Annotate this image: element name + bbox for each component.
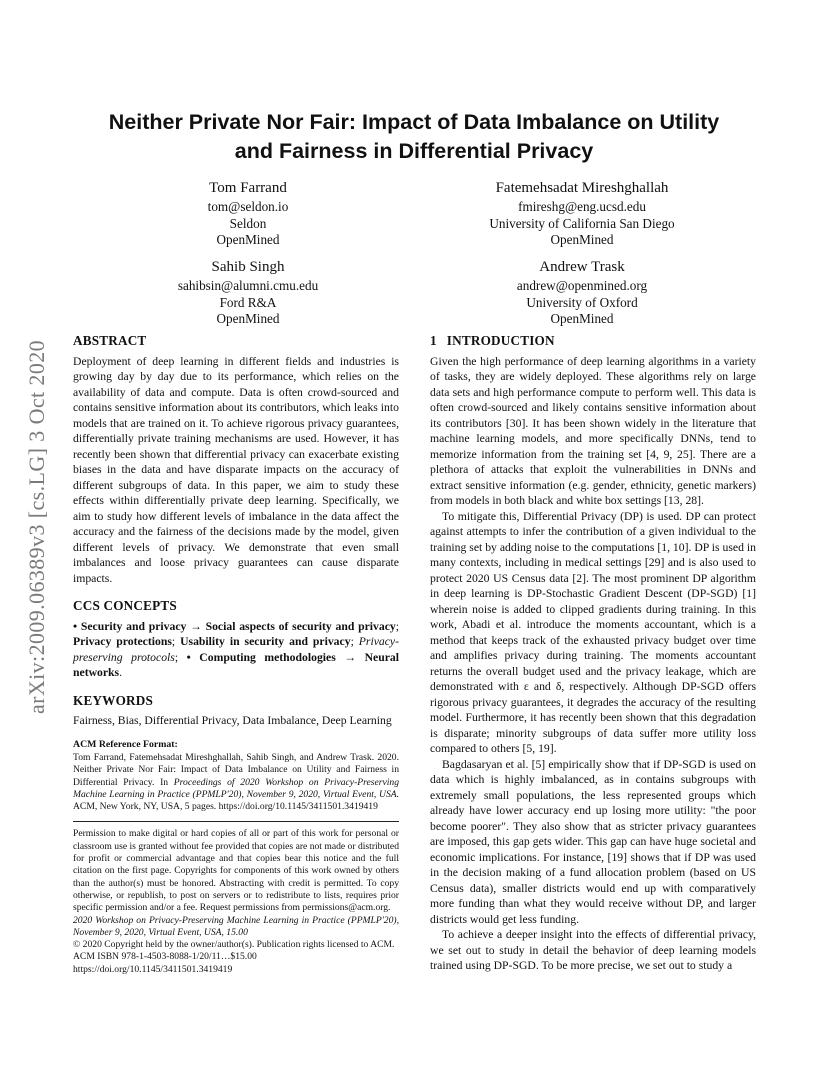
author-email[interactable]: tom@seldon.io xyxy=(207,199,289,214)
author-block-1 xyxy=(118,178,378,249)
intro-paragraph: To mitigate this, Differential Privacy (DP) is used. DP can protect against attempts to infer the contribution of a given individual to the training set by adding noise to the computations [1, 10]. DP is used in many contexts, including in medical settings [29] and is also used to protect 2020 US Census data [2]. The most prominent DP algorithm in deep learning is DP-Stochastic Gradient Descent (DP-SGD) [1] wherein noise is added to clipped gradients during training. In this work, Abadi et al. introduce the moments accountant, which is a method that keeps track of the exhausted privacy budget over time and amplifies privacy during training. The moments accountant returns the overall budget used and the privacy leakage, which are demonstrated with ε and δ, respectively. Although DP-SGD offers rigorous privacy guarantees, it degrades the accuracy of the resulting model. Furthermore, it has recently been shown that this degradation is disparate; minority subgroups of data suffer more utility loss compared to others [5, 19]. xyxy=(430,509,756,755)
author-name: Andrew Trask xyxy=(539,259,625,275)
author-affiliation: OpenMined xyxy=(216,232,280,247)
conference-venue: 2020 Workshop on Privacy-Preserving Machine Learning in Practice (PPMLP'20), November 9, 2020, Virtual Event, USA, 15.00 xyxy=(73,914,399,938)
footnote-divider xyxy=(73,821,399,822)
author-affiliation: OpenMined xyxy=(550,232,614,247)
isbn: ACM ISBN 978-1-4503-8088-1/20/11…$15.00 xyxy=(73,951,257,963)
author-block-3 xyxy=(118,257,378,328)
copyright-notice: © 2020 Copyright held by the owner/author(s). Publication rights licensed to ACM. xyxy=(73,939,395,951)
author-affiliation: Ford R&A xyxy=(219,294,277,310)
acm-reference-text: Tom Farrand, Fatemehsadat Mireshghallah, Sahib Singh, and Andrew Trask. 2020. Neither Private Nor Fair: Impact of Data Imbalance on Utility and Fairness in Differential Privacy. In Proceedings of 2020 Workshop on Privacy-Preserving Machine Learning in Practice (PPMLP'20), November 9, 2020, Virtual Event, USA. ACM, New York, NY, USA, 5 pages. https://doi.org/10.1145/3411501.3419419 xyxy=(73,752,399,813)
ccs-concept: Usability in security and privacy xyxy=(180,635,351,648)
abstract-text: Deployment of deep learning in different fields and industries is growing day by day due to its performance, which relies on the availability of data and compute. Data is often crowd-sourced and contains sensitive information about its contributors, which leaks into models that are trained on it. To achieve rigorous privacy guarantees, differentially private training mechanisms are used. However, it has recently been shown that differential privacy can exacerbate existing biases in the data and have disparate impacts on the accuracy of different subgroups of data. In this paper, we aim to study these effects within differentially private deep learning. Specifically, we aim to study how different levels of imbalance in the data affect the accuracy and the fairness of the decisions made by the model, given different levels of privacy. We demonstrate that even small imbalances and loose privacy guarantees can cause disparate impacts. xyxy=(73,354,399,585)
title-line-2: and Fairness in Differential Privacy xyxy=(234,139,594,163)
author-affiliation: University of Oxford xyxy=(526,294,638,310)
ccs-concept: • Security and privacy → Social aspects of security and privacy xyxy=(73,619,396,633)
author-affiliation: University of California San Diego xyxy=(489,215,675,231)
author-email[interactable]: fmireshg@eng.ucsd.edu xyxy=(518,199,646,214)
author-affiliation: OpenMined xyxy=(550,311,614,326)
title-line-1: Neither Private Nor Fair: Impact of Data Imbalance on Utility xyxy=(108,110,720,134)
author-affiliation: Seldon xyxy=(229,215,267,231)
arxiv-identifier: arXiv:2009.06389v3 [cs.LG] 3 Oct 2020 xyxy=(24,339,49,715)
arxiv-sidebar xyxy=(22,296,52,758)
author-block-2 xyxy=(452,178,712,249)
ccs-concept: • Computing methodologies → Neural networks xyxy=(73,650,400,679)
right-column xyxy=(430,333,756,974)
paper-title xyxy=(74,108,754,166)
author-email[interactable]: andrew@openmined.org xyxy=(516,278,648,293)
author-block-4 xyxy=(452,257,712,328)
intro-paragraph: Bagdasaryan et al. [5] empirically show that if DP-SGD is used on data which is highly imbalanced, as in contains subgroups with extremely small populations, the less represented groups which already have lower accuracy end up losing more utility: "the poor become poorer". They also show that as stricter privacy guarantees are imposed, this gap gets wider. This gap can have huge societal and economic implications. For instance, [19] shows that if DP was used in the decision making of a fund allocation problem (based on US Census data), smaller districts would end up with comparatively more funding than what they would receive without DP, and larger districts would get less funding. xyxy=(430,757,756,926)
intro-paragraph: To achieve a deeper insight into the effects of differential privacy, we set out to study in detail the behavior of deep learning models trained using DP-SGD. To be more precise, we set out to study a xyxy=(430,928,756,972)
keywords-text: Fairness, Bias, Differential Privacy, Data Imbalance, Deep Learning xyxy=(73,714,392,727)
author-affiliation: OpenMined xyxy=(216,311,280,326)
author-name: Tom Farrand xyxy=(209,180,287,196)
ccs-heading: CCS CONCEPTS xyxy=(73,598,177,613)
keywords-heading: KEYWORDS xyxy=(73,692,154,708)
author-name: Sahib Singh xyxy=(211,259,285,275)
author-email[interactable]: sahibsin@alumni.cmu.edu xyxy=(177,278,319,293)
abstract-heading: ABSTRACT xyxy=(73,333,147,348)
acm-reference-heading: ACM Reference Format: xyxy=(73,738,178,750)
permission-notice: Permission to make digital or hard copies of all or part of this work for personal or classroom use is granted without fee provided that copies are not made or distributed for profit or commercial advantage and that copies bear this notice and the full citation on the first page. Copyrights for components of this work owned by others than the author(s) must be honored. Abstracting with credit is permitted. To copy otherwise, or republish, to post on servers or to redistribute to lists, requires prior specific permission and/or a fee. Request permissions from permissions@acm.org. xyxy=(73,828,399,914)
ccs-concepts: • Security and privacy → Social aspects of security and privacy; Privacy protections; Usability in security and privacy; Privacy-preserving protocols; • Computing methodologies → Neural networks. xyxy=(73,619,400,679)
ccs-concept: Privacy-preserving protocols xyxy=(73,635,399,664)
introduction-heading: 1 INTRODUCTION xyxy=(430,333,555,348)
ccs-concept: Privacy protections xyxy=(73,635,172,648)
author-name: Fatemehsadat Mireshghallah xyxy=(495,180,669,196)
doi-link[interactable]: https://doi.org/10.1145/3411501.3419419 xyxy=(73,963,233,975)
intro-paragraph: Given the high performance of deep learning algorithms in a variety of tasks, they are widely deployed. These algorithms rely on large data sets and high performance compute to perform well. This data is often crowd-sourced and likely contains sensitive information about its contributors [30]. It has been shown widely in the literature that machine learning models, and more specifically DNNs, tend to memorize information from the training set [4, 9, 25]. There are a plethora of attacks that exploit the vulnerabilities in DNNs and extract sensitive information (e.g. gender, ethnicity, genetic markers) from models in both black and white box settings [13, 28]. xyxy=(430,354,756,507)
left-column xyxy=(73,333,399,976)
